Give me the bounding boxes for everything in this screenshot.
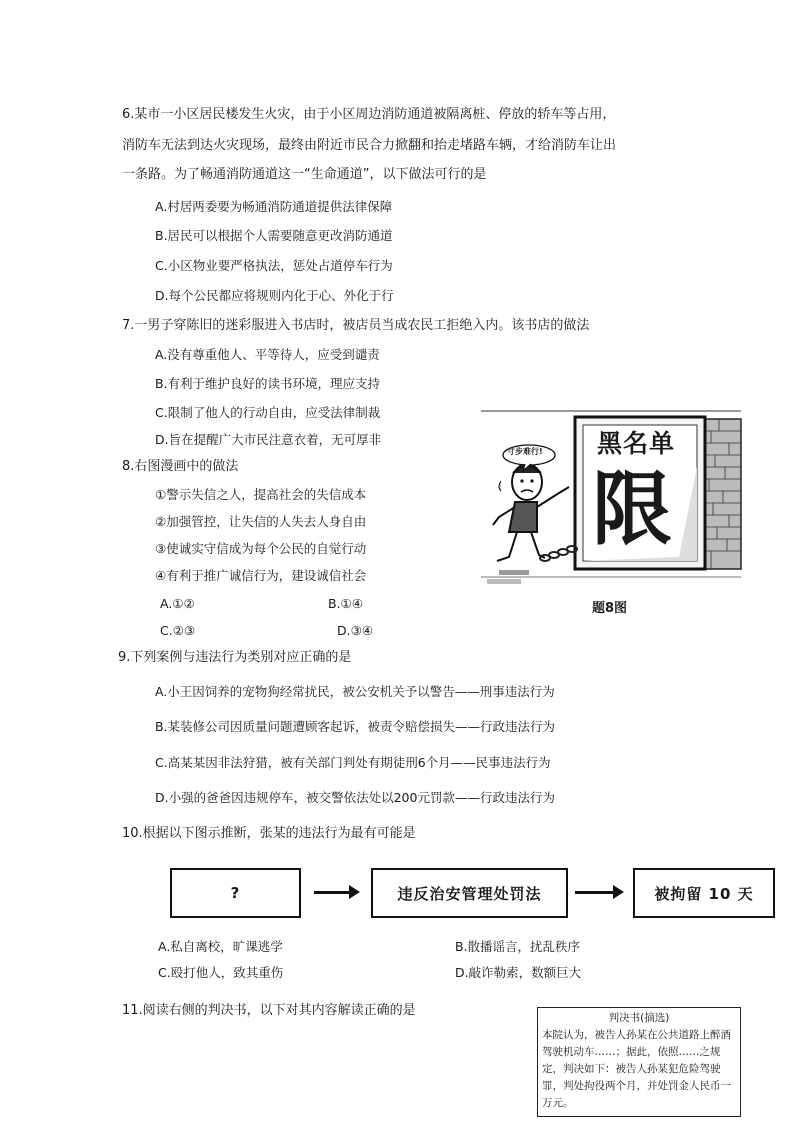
q10-option-a: A.私自离校，旷课逃学	[158, 939, 283, 954]
q8-option-b: B.①④	[328, 596, 363, 611]
cartoon-blacklist-title: 黑名单	[597, 429, 676, 458]
q8-item-3: ③使诚实守信成为每个公民的自觉行动	[155, 541, 367, 556]
flow-box-detention: 被拘留 10 天	[633, 868, 775, 918]
q8-item-4: ④有利于推广诚信行为，建设诚信社会	[155, 568, 367, 583]
q6-stem-line1: 6.某市一小区居民楼发生火灾，由于小区周边消防通道被隔离桩、停放的轿车等占用，	[122, 107, 616, 122]
q6-option-c: C.小区物业要严格执法，惩处占道停车行为	[155, 258, 393, 273]
q9-option-b: B.某装修公司因质量问题遭顾客起诉，被责令赔偿损失——行政违法行为	[155, 719, 556, 734]
q7-option-d: D.旨在提醒广大市民注意衣着，无可厚非	[155, 432, 382, 447]
blacklist-cartoon	[479, 407, 742, 589]
q6-stem-line2: 消防车无法到达火灾现场，最终由附近市民合力掀翻和抬走堵路车辆，才给消防车让出	[122, 138, 617, 153]
cartoon-restrict-char: 限	[592, 463, 672, 556]
q8-stem: 8.右图漫画中的做法	[122, 459, 239, 474]
q7-option-a: A.没有尊重他人、平等待人，应受到谴责	[155, 347, 380, 362]
q6-option-a: A.村居两委要为畅通消防通道提供法律保障	[155, 199, 393, 214]
q10-option-d: D.敲诈勒索，数额巨大	[455, 965, 582, 980]
q8-item-2: ②加强管控，让失信的人失去人身自由	[155, 514, 367, 529]
q11-stem: 11.阅读右侧的判决书，以下对其内容解读正确的是	[122, 1003, 416, 1018]
q6-option-b: B.居民可以根据个人需要随意更改消防通道	[155, 228, 393, 243]
q9-option-c: C.高某某因非法狩猎，被有关部门判处有期徒刑6个月——民事违法行为	[155, 755, 551, 770]
q6-stem-line3: 一条路。为了畅通消防通道这一“生命通道”，以下做法可行的是	[122, 167, 487, 182]
q10-option-b: B.散播谣言，扰乱秩序	[455, 939, 581, 954]
flow-arrow-2	[575, 891, 620, 894]
q8-option-c: C.②③	[160, 623, 196, 638]
judgment-excerpt-box	[537, 1007, 741, 1117]
judgment-title: 判决书(摘选)	[608, 1012, 670, 1024]
flow-arrow-1	[314, 891, 356, 894]
q9-stem: 9.下列案例与违法行为类别对应正确的是	[118, 650, 352, 665]
q10-option-c: C.殴打他人，致其重伤	[158, 965, 284, 980]
cartoon-bubble-text: 寸步难行!	[507, 447, 543, 456]
q9-option-a: A.小王因饲养的宠物狗经常扰民，被公安机关予以警告——刑事违法行为	[155, 684, 555, 699]
q8-option-a: A.①②	[160, 596, 195, 611]
q10-stem: 10.根据以下图示推断，张某的违法行为最有可能是	[122, 826, 416, 841]
q8-option-d: D.③④	[337, 623, 374, 638]
q6-option-d: D.每个公民都应将规则内化于心、外化于行	[155, 288, 394, 303]
q7-option-b: B.有利于维护良好的读书环境，理应支持	[155, 376, 381, 391]
flow-box-law: 违反治安管理处罚法	[371, 868, 568, 918]
q9-option-d: D.小强的爸爸因违规停车，被交警依法处以200元罚款——行政违法行为	[155, 790, 555, 805]
figure-8-caption: 题8图	[592, 601, 628, 616]
judgment-body: 本院认为，被告人孙某在公共道路上醉酒驾驶机动车……；据此，依照……之规定，判决如下：被告人孙某犯危险驾驶罪，判处拘役两个月，并处罚金人民币一万元。	[542, 1029, 731, 1109]
flow-box-unknown: ?	[170, 868, 301, 918]
q8-item-1: ①警示失信之人，提高社会的失信成本	[155, 487, 367, 502]
q7-option-c: C.限制了他人的行动自由，应受法律制裁	[155, 405, 381, 420]
q7-stem: 7.一男子穿陈旧的迷彩服进入书店时，被店员当成农民工拒绝入内。该书店的做法	[122, 318, 590, 333]
